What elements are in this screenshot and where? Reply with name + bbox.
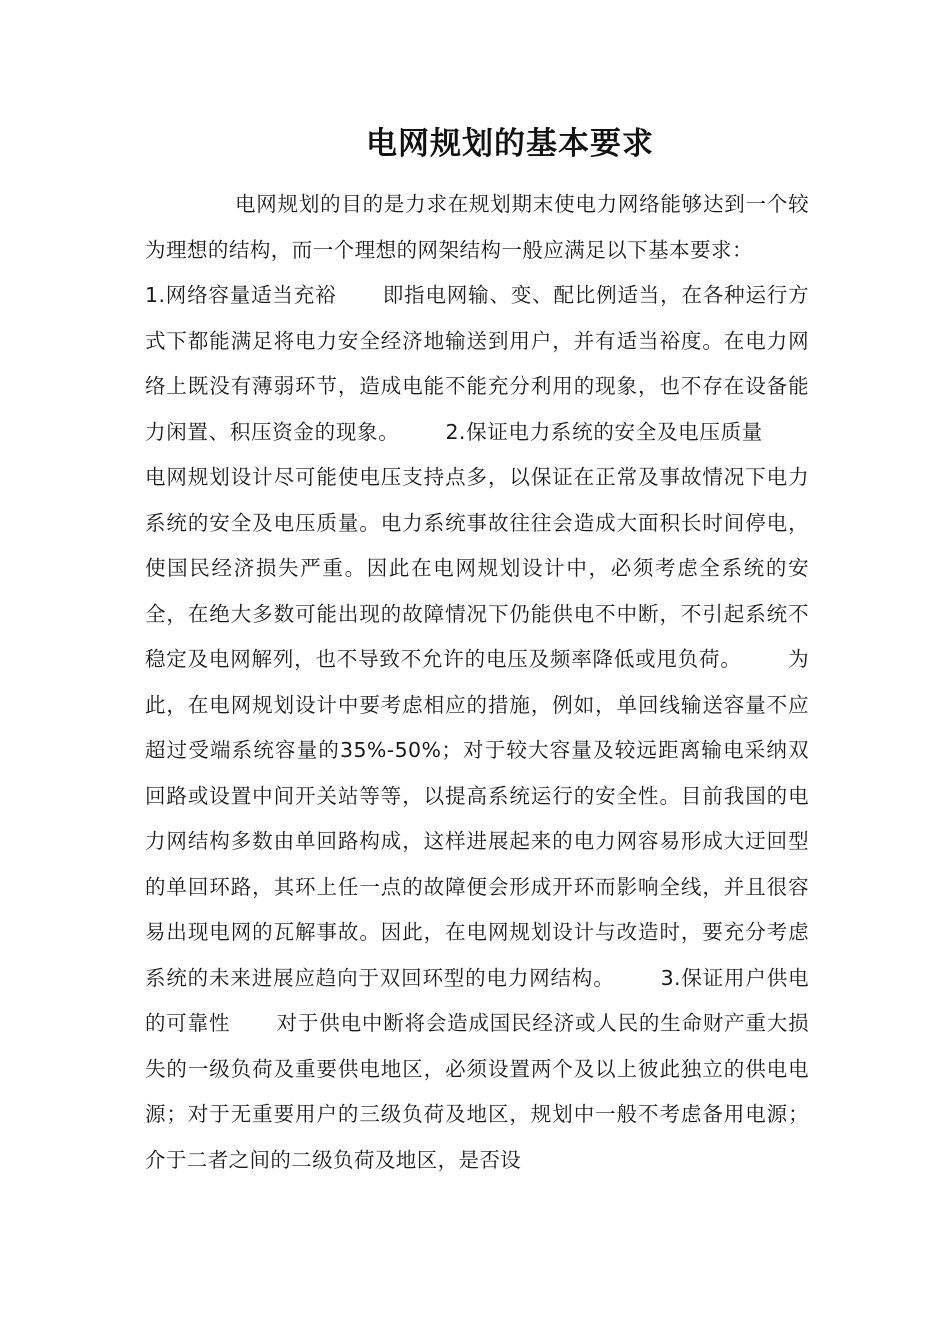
section-text-2: 电网规划设计尽可能使电压支持点多，以保证在正常及事故情况下电力系统的安全及电压质量。电力系统事故往往会造成大面积长时间停电，使国民经济损失严重。因此在电网规划设计中，必须考虑全系统的安全，在绝大多数可能出现的故障情况下仍能供电不中断，不引起系统不稳定及电网解列，也不导致不允许的电压及频率降低或甩负荷。 bbox=[145, 465, 809, 671]
document-body bbox=[145, 182, 809, 1183]
section-text-4: 对于供电中断将会造成国民经济或人民的生命财产重大损失的一级负荷及重要供电地区，必须设置两个及以上彼此独立的供电电源；对于无重要用户的三级负荷及地区，规划中一般不考虑备用电源；介于二者之间的二级负荷及地区，是否设 bbox=[145, 1011, 809, 1172]
section-text-1: 即指电网输、变、配比例适当，在各种运行方式下都能满足将电力安全经济地输送到用户，并有适当裕度。在电力网络上既没有薄弱环节，造成电能不能充分利用的现象，也不存在设备能力闲置、积压资金的现象。 bbox=[145, 283, 809, 444]
section-heading-3: 3.保证用户供电的可靠性 bbox=[145, 965, 809, 1035]
intro-text: 电网规划的目的是力求在规划期末使电力网络能够达到一个较为理想的结构，而一个理想的网架结构一般应满足以下基本要求： bbox=[145, 192, 809, 262]
document-title: 电网规划的基本要求 bbox=[366, 126, 654, 162]
section-heading-1: 1.网络容量适当充裕 bbox=[145, 283, 337, 307]
section-heading-2: 2.保证电力系统的安全及电压质量 bbox=[445, 419, 763, 444]
section-text-3: 为此，在电网规划设计中要考虑相应的措施，例如，单回线输送容量不应超过受端系统容量的35%-50%；对于较大容量及较远距离输电采纳双回路或设置中间开关站等等，以提高系统运行的安全性。目前我国的电力网结构多数由单回路构成，这样进展起来的电力网容易形成大迂回型的单回环路，其环上任一点的故障便会形成开环而影响全线，并且很容易出现电网的瓦解事故。因此，在电网规划设计与改造时，要充分考虑系统的未来进展应趋向于双回环型的电力网结构。 bbox=[145, 647, 809, 990]
